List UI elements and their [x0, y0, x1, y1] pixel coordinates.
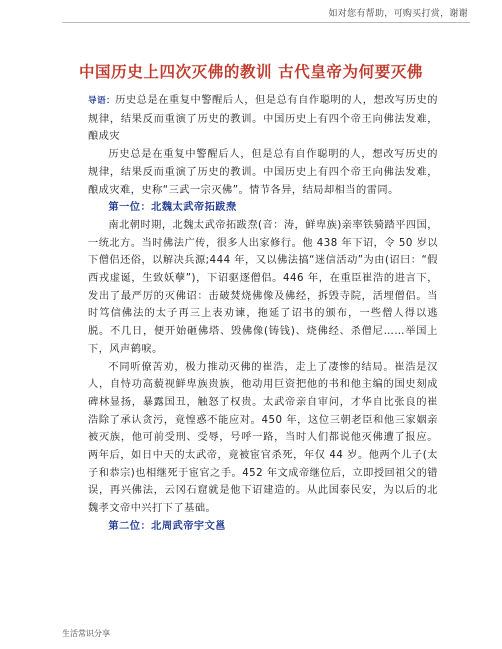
footer-note: 生活常识分享 — [62, 629, 110, 638]
header-divider — [62, 22, 470, 23]
article-body — [88, 92, 438, 536]
lead-text: 历史总是在重复中警醒后人，但是总有自作聪明的人，想改写历史的规律，结果反而重演了历史的教训。中国历史上有四个帝王向佛法发难，酿成灾 — [88, 95, 438, 143]
page-title: 中国历史上四次灭佛的教训 古代皇帝为何要灭佛 — [78, 63, 424, 81]
lead-label: 导语： — [88, 96, 116, 106]
header-note: 如对您有帮助，可购买打赏，谢谢 — [328, 9, 468, 19]
section-1-paragraph-2: 不同听僚苦劝，极力推动灭佛的崔浩，走上了凄惨的结局。崔浩是汉人，自恃功高藐视鲜卑族贵族，他动用巨资把他的书和他主编的国史刻成碑林显扬，暴露国丑，触怒了权贵。太武帝亲自审问，才华自比张良的崔浩除了承认贪污，竟惶惑不能应对。450 年，这位三朝老臣和他三家姻亲被灭族，他可前受刑、受辱，号呼一路，当时人们都说他灭佛遭了报应。两年后，如日中天的太武帝，竟被宦官杀死，年仅 44 岁。他两个儿子(太子和恭宗)也相继死于宦官之手。452 年文成帝继位后，立即授回祖父的错误，再兴佛法，云冈石窟就是他下诏建造的。从此国泰民安，为以后的北魏孝文帝中兴打下了基础。 — [88, 361, 438, 515]
section-heading-1: 第一位：北魏太武帝拓跋焘 — [108, 202, 237, 214]
intro-paragraph: 历史总是在重复中警醒后人，但是总有自作聪明的人，想改写历史的规律，结果反而重演了历史的教训。中国历史上有四个帝王向佛法发难，酿成灾难，史称“三武一宗灭佛”。情节各异，结局却相当的雷同。 — [88, 149, 438, 196]
section-1-paragraph-1: 南北朝时期，北魏太武帝拓跋焘(音：涛，鲜卑族)亲率铁骑踏平四国，一统北方。当时佛法广传，很多人出家修行。他 438 年下诏，令 50 岁以下僧侣还俗，以解决兵源;444 年，又以佛法搞“迷信活动”为由(诏曰：“假西戎虚诞，生致妖孽”)，下诏驱逐僧侣。446 年，在重臣崔浩的进言下，发出了最严厉的灭佛诏：击破焚烧佛像及佛经，拆毁寺院，活埋僧侣。当时笃信佛法的太子再三上表劝谏，拖延了诏书的颁布，一些僧人得以逃脱。不几日，便开始砸佛塔、毁佛像(铸钱)、烧佛经、杀僧尼……举国上下，风声鹤唳。 — [88, 219, 438, 355]
lead-paragraph — [88, 92, 438, 146]
section-heading-2: 第二位：北周武帝宇文邕 — [108, 520, 226, 532]
